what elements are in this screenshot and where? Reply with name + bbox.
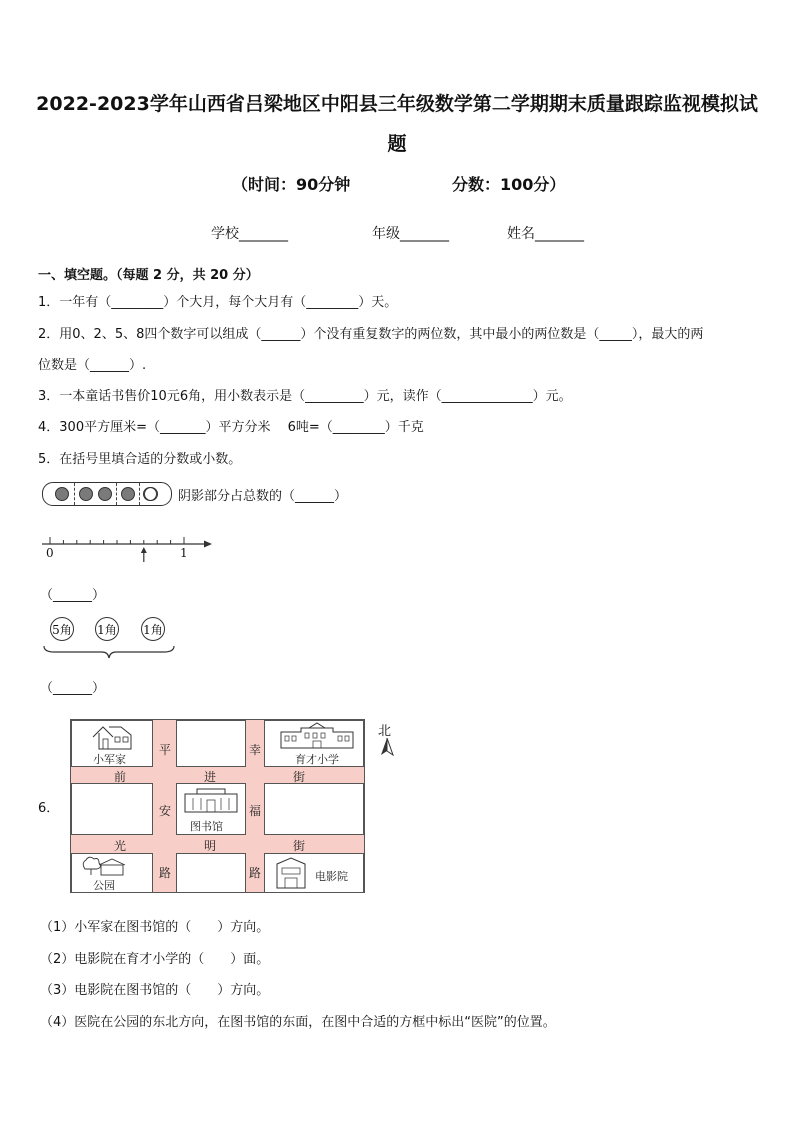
place-library: 图书馆 xyxy=(190,820,223,833)
circle-shaded xyxy=(98,487,112,501)
map xyxy=(70,719,365,893)
road-char-lu-2: 路 xyxy=(249,866,262,880)
circle-shaded xyxy=(55,487,69,501)
park-icon xyxy=(79,855,129,877)
place-cinema: 电影院 xyxy=(315,870,348,883)
blank-b: （______） xyxy=(40,681,106,696)
school-building-icon xyxy=(279,722,355,750)
circle-shaded xyxy=(79,487,93,501)
road-char-jin: 进 xyxy=(204,770,217,784)
question-6-3: （3）电影院在图书馆的（ ）方向。 xyxy=(40,983,270,998)
divider xyxy=(74,483,75,505)
place-yucai-school: 育才小学 xyxy=(295,753,339,766)
road-char-lu-1: 路 xyxy=(159,866,172,880)
question-5: 5．在括号里填合适的分数或小数。 xyxy=(38,452,242,467)
place-park: 公园 xyxy=(93,879,115,892)
block-left-middle xyxy=(71,783,153,835)
brace-icon xyxy=(42,644,176,660)
exam-time: （时间：90分钟 xyxy=(232,175,351,194)
section-heading: 一、填空题。（每题 2 分，共 20 分） xyxy=(38,268,259,283)
place-xiaojun: 小军家 xyxy=(93,753,126,766)
question-6-4: （4）医院在公园的东北方向，在图书馆的东面，在图中合适的方框中标出“医院”的位置。 xyxy=(40,1015,556,1030)
shaded-fraction-question: 阴影部分占总数的（______） xyxy=(178,489,348,504)
circle-shaded xyxy=(121,487,135,501)
question-6-number: 6． xyxy=(38,801,60,816)
question-2-line-2: 位数是（______）. xyxy=(38,358,147,373)
road-char-an: 安 xyxy=(159,804,172,818)
numline-label-one: 1 xyxy=(180,546,188,560)
grade-field: 年级_______ xyxy=(372,226,449,242)
question-3: 3．一本童话书售价10元6角，用小数表示是（_________）元，读作（______________）元。 xyxy=(38,389,572,404)
question-6-1: （1）小军家在图书馆的（ ）方向。 xyxy=(40,920,270,935)
block-top-middle xyxy=(176,720,246,767)
library-icon xyxy=(183,786,239,814)
circle-empty xyxy=(144,487,158,501)
numline-pointer-arrowhead xyxy=(141,547,147,553)
question-4: 4．300平方厘米=（_______）平方分米 6吨=（________）千克 xyxy=(38,420,424,435)
house-icon xyxy=(91,723,135,751)
north-arrow-icon xyxy=(380,737,394,757)
road-char-jie-2: 街 xyxy=(293,839,306,853)
exam-score: 分数：100分） xyxy=(452,175,566,194)
coin-5-jiao: 5角 xyxy=(50,617,74,641)
road-char-jie-1: 街 xyxy=(293,770,306,784)
road-char-ming: 明 xyxy=(204,839,217,853)
divider xyxy=(139,483,140,505)
name-field: 姓名_______ xyxy=(507,226,584,242)
coin-1-jiao: 1角 xyxy=(95,617,119,641)
road-char-qian: 前 xyxy=(114,770,127,784)
question-1: 1．一年有（________）个大月，每个大月有（________）天。 xyxy=(38,295,398,310)
number-line xyxy=(36,532,216,564)
block-right-middle xyxy=(264,783,364,835)
question-6-2: （2）电影院在育才小学的（ ）面。 xyxy=(40,952,270,967)
school-field: 学校_______ xyxy=(211,226,288,242)
road-char-xing: 幸 xyxy=(249,743,262,757)
road-char-fu: 福 xyxy=(249,804,262,818)
blank-a: （______） xyxy=(40,588,106,603)
divider xyxy=(116,483,117,505)
question-2-line-1: 2．用0、2、5、8四个数字可以组成（______）个没有重复数字的两位数，其中最小的两位数是（_____），最大的两 xyxy=(38,327,704,342)
road-char-guang: 光 xyxy=(114,839,127,853)
title-line-1: 2022-2023学年山西省吕梁地区中阳县三年级数学第二学期期末质量跟踪监视模拟试 xyxy=(36,93,758,115)
numline-label-zero: 0 xyxy=(46,546,54,560)
road-char-ping: 平 xyxy=(159,743,172,757)
title-line-2: 题 xyxy=(387,133,407,155)
cinema-icon xyxy=(275,856,307,890)
coin-1-jiao: 1角 xyxy=(141,617,165,641)
north-label: 北 xyxy=(378,724,392,739)
block-bottom-middle xyxy=(176,853,246,893)
